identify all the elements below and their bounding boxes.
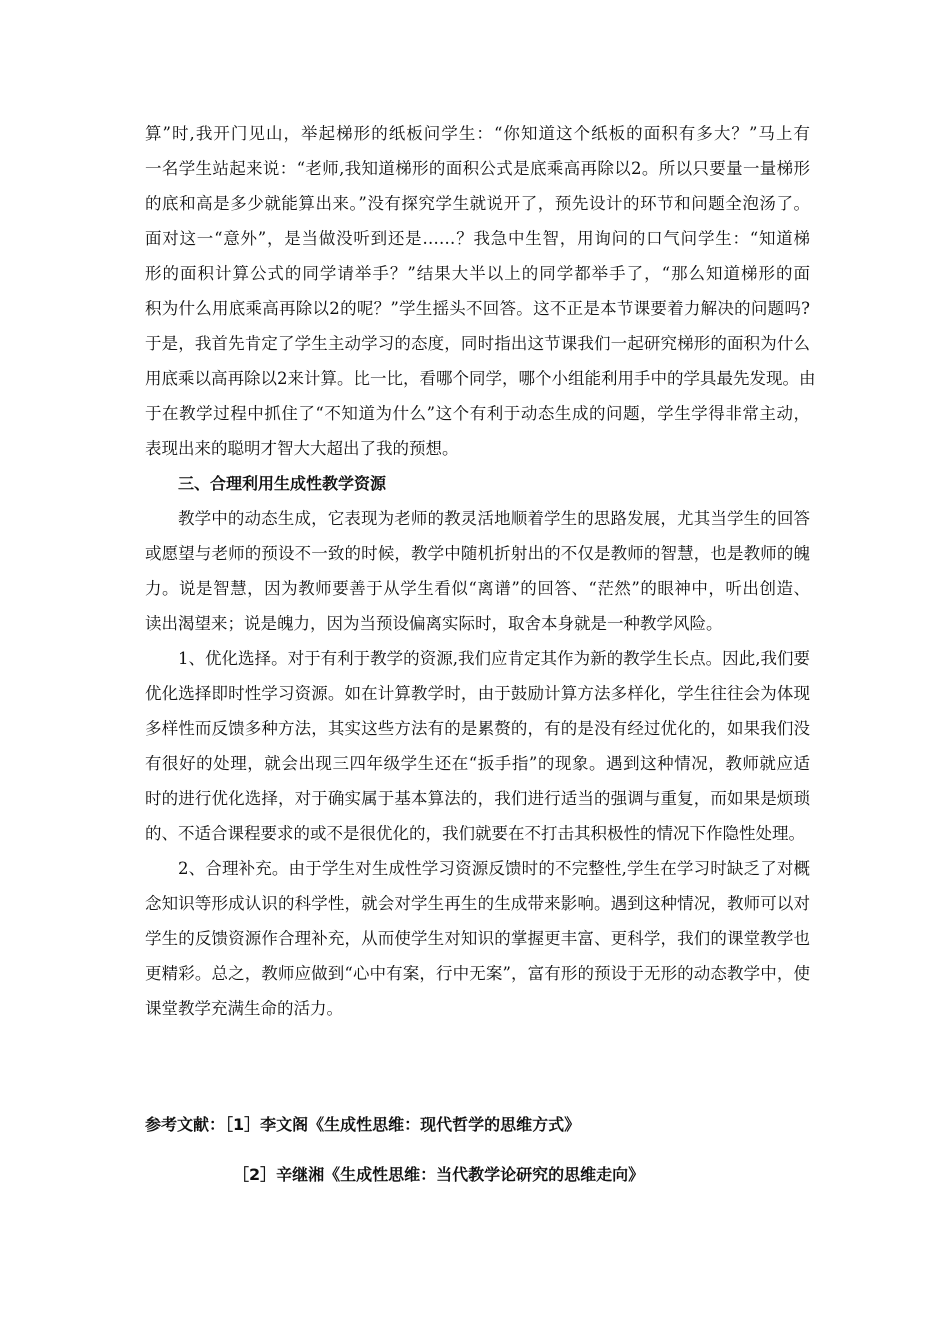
text-line: 1、优化选择。对于有利于教学的资源,我们应肯定其作为新的教学生长点。因此,我们要	[178, 649, 810, 668]
text-line: 表现出来的聪明才智大大超出了我的预想。	[145, 439, 459, 458]
text-line: 力。说是智慧，因为教师要善于从学生看似“离谱”的回答、“茫然”的眼神中，听出创造、	[145, 579, 810, 598]
text-line: 念知识等形成认识的科学性，就会对学生再生的生成带来影响。遇到这种情况，教师可以对	[145, 894, 810, 913]
text-line: 形的面积计算公式的同学请举手？”结果大半以上的同学都举手了，“那么知道梯形的面	[145, 264, 810, 283]
section-heading: 三、合理利用生成性教学资源	[178, 474, 387, 493]
paragraph-intro	[145, 116, 816, 1026]
text-line: 2、合理补充。由于学生对生成性学习资源反馈时的不完整性,学生在学习时缺乏了对概	[178, 859, 810, 878]
text-line: 算”时,我开门见山，举起梯形的纸板问学生：“你知道这个纸板的面积有多大？”马上有	[145, 124, 810, 143]
text-line: 于在教学过程中抓住了“不知道为什么”这个有利于动态生成的问题，学生学得非常主动，	[145, 404, 810, 423]
text-line: 的底和高是多少就能算出来。”没有探究学生就说开了，预先设计的环节和问题全泡汤了。	[145, 194, 810, 213]
text-line: 面对这一“意外”，是当做没听到还是……？我急中生智，用询问的口气问学生：“知道梯	[145, 229, 810, 248]
text-line: 课堂教学充满生命的活力。	[145, 999, 343, 1018]
text-line: 的、不适合课程要求的或不是很优化的，我们就要在不打击其积极性的情况下作隐性处理。	[145, 824, 805, 843]
reference-item: ［1］李文阁《生成性思维：现代哲学的思维方式》	[225, 1115, 581, 1134]
text-line: 积为什么用底乘高再除以2的呢？”学生摇头不回答。这不正是本节课要着力解决的问题吗?	[145, 299, 810, 318]
text-line: 一名学生站起来说：“老师,我知道梯形的面积公式是底乘高再除以2。所以只要量一量梯形	[145, 159, 810, 178]
reference-item: ［2］辛继湘《生成性思维：当代教学论研究的思维走向》	[233, 1165, 645, 1184]
reference-row-2	[145, 1158, 825, 1208]
text-line: 于是，我首先肯定了学生主动学习的态度，同时指出这节课我们一起研究梯形的面积为什么	[145, 334, 810, 353]
text-line: 学生的反馈资源作合理补充，从而使学生对知识的掌握更丰富、更科学，我们的课堂教学也	[145, 929, 810, 948]
references	[145, 1108, 825, 1208]
text-line: 时的进行优化选择，对于确实属于基本算法的，我们进行适当的强调与重复，而如果是烦琐	[145, 789, 810, 808]
text-line: 优化选择即时性学习资源。如在计算教学时，由于鼓励计算方法多样化，学生往往会为体现	[145, 684, 810, 703]
reference-row-1	[145, 1108, 825, 1158]
text-line: 教学中的动态生成，它表现为老师的教灵活地顺着学生的思路发展，尤其当学生的回答	[178, 509, 810, 528]
text-line: 或愿望与老师的预设不一致的时候，教学中随机折射出的不仅是教师的智慧，也是教师的魄	[145, 544, 810, 563]
references-label: 参考文献：	[145, 1115, 226, 1134]
text-line: 用底乘以高再除以2来计算。比一比，看哪个同学，哪个小组能利用手中的学具最先发现。由	[145, 369, 816, 388]
text-line: 多样性而反馈多种方法，其实这些方法有的是累赘的，有的是没有经过优化的，如果我们没	[145, 719, 810, 738]
text-line: 有很好的处理，就会出现三四年级学生还在“扳手指”的现象。遇到这种情况，教师就应适	[145, 754, 810, 773]
text-line: 读出渴望来；说是魄力，因为当预设偏离实际时，取舍本身就是一种教学风险。	[145, 614, 723, 633]
text-line: 更精彩。总之，教师应做到“心中有案，行中无案”，富有形的预设于无形的动态教学中，使	[145, 964, 810, 983]
